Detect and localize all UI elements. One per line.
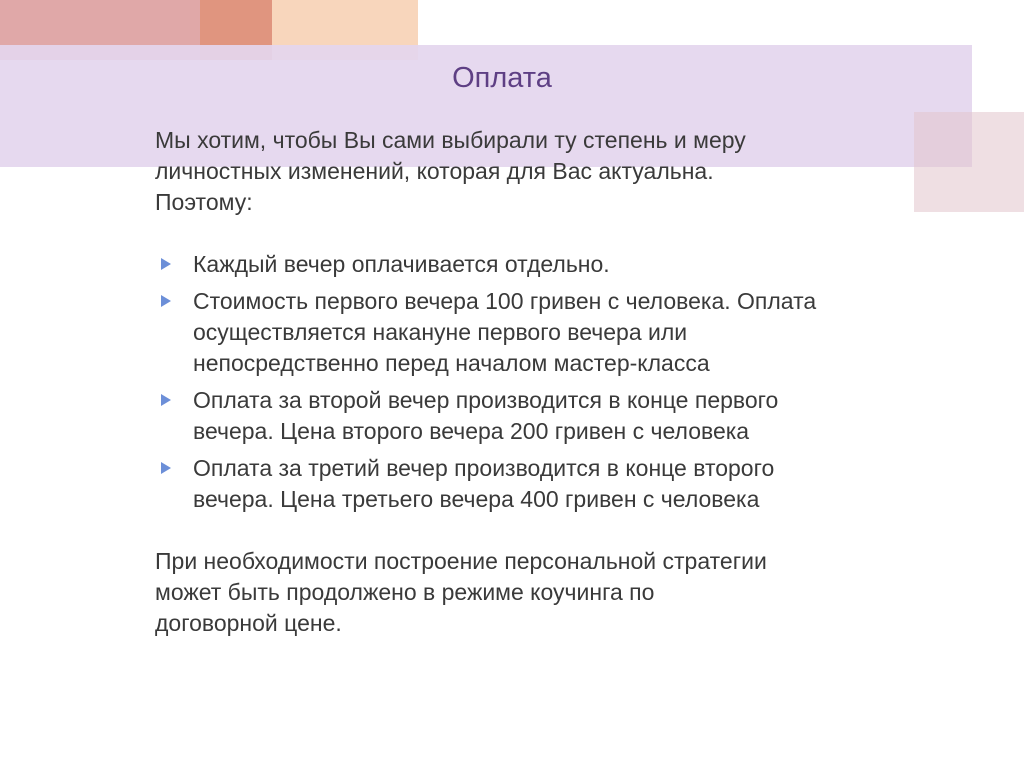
list-item — [155, 286, 855, 379]
payment-terms-list — [155, 249, 855, 515]
triangle-bullet-icon — [161, 462, 171, 474]
list-item-text: Стоимость первого вечера 100 гривен с человека. Оплата осуществляется накануне первого вечера или непосредственно перед началом мастер-класса — [193, 288, 817, 376]
intro-paragraph — [155, 125, 855, 218]
outro-paragraph — [155, 546, 855, 639]
list-item — [155, 453, 855, 515]
intro-line: Мы хотим, чтобы Вы сами выбирали ту степень и меру — [155, 127, 746, 153]
triangle-bullet-icon — [161, 258, 171, 270]
intro-line: личностных изменений, которая для Вас актуальна. — [155, 158, 714, 184]
outro-line: может быть продолжено в режиме коучинга по — [155, 579, 655, 605]
slide-title: Оплата — [452, 62, 552, 94]
list-item — [155, 249, 855, 280]
decor-block-pink — [914, 112, 1024, 212]
triangle-bullet-icon — [161, 394, 171, 406]
outro-line: договорной цене. — [155, 610, 342, 636]
triangle-bullet-icon — [161, 295, 171, 307]
intro-line: Поэтому: — [155, 189, 253, 215]
outro-line: При необходимости построение персональной стратегии — [155, 548, 767, 574]
slide-body — [155, 125, 855, 639]
list-item — [155, 385, 855, 447]
list-item-text: Каждый вечер оплачивается отдельно. — [193, 251, 610, 277]
list-item-text: Оплата за третий вечер производится в конце второго вечера. Цена третьего вечера 400 гривен с человека — [193, 455, 775, 512]
list-item-text: Оплата за второй вечер производится в конце первого вечера. Цена второго вечера 200 гривен с человека — [193, 387, 779, 444]
